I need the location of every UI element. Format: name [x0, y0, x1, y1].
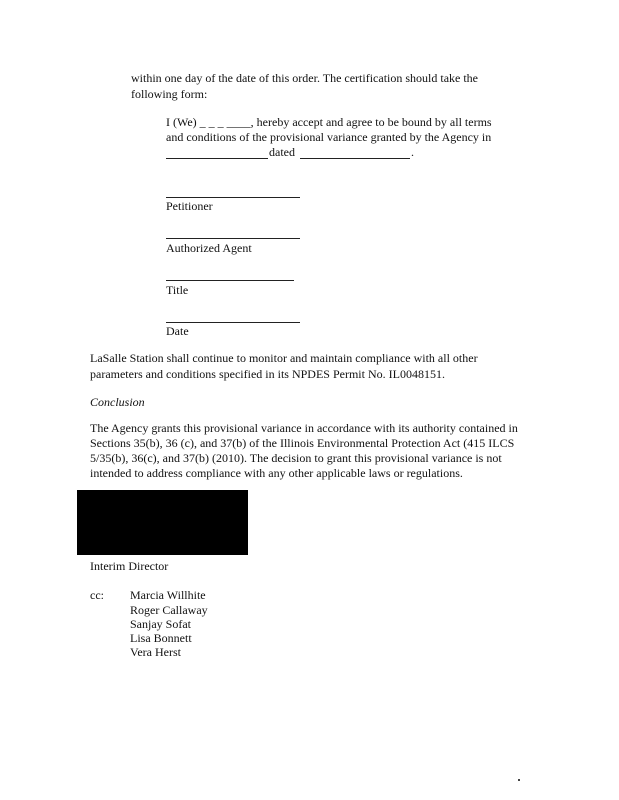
conclusion-line-3: 5/35(b), 36(c), and 37(b) (2010). The decision to grant this provisional variance is not	[90, 451, 502, 465]
cc-name: Lisa Bonnett	[130, 631, 192, 645]
signatory-title: Interim Director	[90, 559, 169, 573]
cc-name: Roger Callaway	[130, 603, 208, 617]
cc-name: Marcia Willhite	[130, 588, 206, 602]
intro-line-1: within one day of the date of this order. The certification should take the	[131, 71, 479, 85]
certification-line-1: I (We) _ _ _ ____, hereby accept and agree to be bound by all terms	[166, 115, 492, 129]
certification-blank-2	[300, 158, 410, 159]
cc-name: Sanjay Sofat	[130, 617, 191, 631]
conclusion-line-2: Sections 35(b), 36 (c), and 37(b) of the Illinois Environmental Protection Act (415 ILCS	[90, 436, 515, 450]
date-label: Date	[166, 324, 189, 338]
title-signature-line	[166, 280, 294, 281]
date-signature-line	[166, 322, 300, 323]
certification-blank-1	[166, 158, 268, 159]
certification-line-2: and conditions of the provisional variance granted by the Agency in	[166, 130, 492, 144]
conclusion-line-4: intended to address compliance with any other applicable laws or regulations.	[90, 466, 463, 480]
conclusion-heading: Conclusion	[90, 395, 145, 409]
title-label: Title	[166, 283, 189, 297]
petitioner-label: Petitioner	[166, 199, 213, 213]
petitioner-signature-line	[166, 197, 300, 198]
intro-line-2: following form:	[131, 87, 208, 101]
redacted-signature	[77, 490, 248, 555]
cc-name: Vera Herst	[130, 645, 181, 659]
certification-dated-label: dated	[269, 145, 295, 159]
certification-line-end: .	[411, 145, 414, 159]
cc-label: cc:	[90, 588, 104, 602]
compliance-line-2: parameters and conditions specified in its NPDES Permit No. IL0048151.	[90, 367, 445, 381]
authorized-agent-label: Authorized Agent	[166, 241, 252, 255]
compliance-line-1: LaSalle Station shall continue to monitor and maintain compliance with all other	[90, 351, 478, 365]
authorized-agent-signature-line	[166, 238, 300, 239]
conclusion-line-1: The Agency grants this provisional variance in accordance with its authority contained in	[90, 421, 518, 435]
scan-speck	[518, 779, 520, 781]
